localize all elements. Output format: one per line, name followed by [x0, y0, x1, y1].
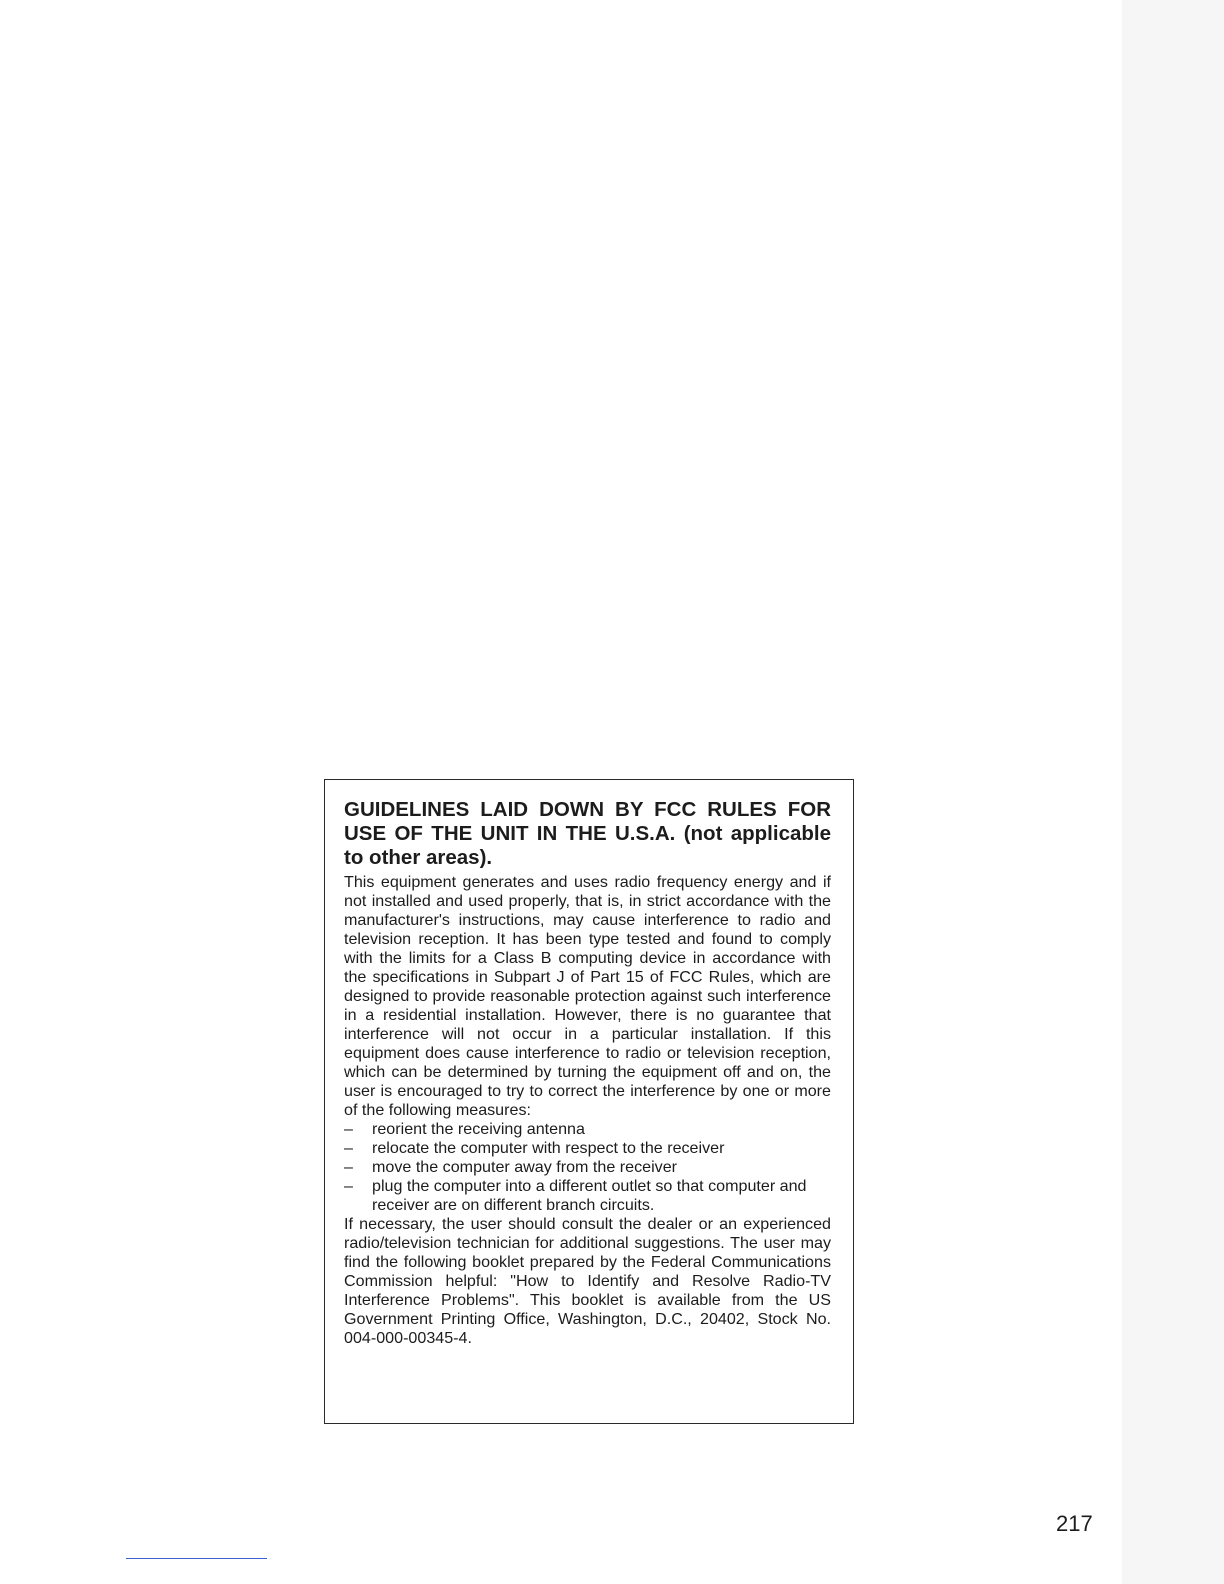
- dash-bullet: –: [344, 1158, 353, 1176]
- measure-text: plug the computer into a different outlet so that computer and receiver are on different branch circuits.: [372, 1177, 807, 1214]
- notice-closing-paragraph: If necessary, the user should consult the dealer or an experienced radio/television technician for additional suggestions. The user may find the following booklet prepared by the Federal Communications Commission helpful: "How to Identify and Resolve Radio-TV Interference Problems". This booklet is available from the US Government Printing Office, Washington, D.C., 20402, Stock No. 004-000-00345-4.: [344, 1215, 831, 1347]
- dash-bullet: –: [344, 1139, 353, 1157]
- measure-item: [344, 1139, 831, 1158]
- measure-text: reorient the receiving antenna: [372, 1120, 585, 1138]
- dash-bullet: –: [344, 1177, 353, 1195]
- footer-rule: [126, 1558, 267, 1559]
- measure-item: [344, 1158, 831, 1177]
- measure-item: [344, 1177, 831, 1215]
- measure-text: move the computer away from the receiver: [372, 1158, 678, 1176]
- fcc-notice-box: [324, 779, 854, 1424]
- page-edge-shade: [1122, 0, 1224, 1584]
- notice-title: GUIDELINES LAID DOWN BY FCC RULES FOR USE OF THE UNIT IN THE U.S.A. (not applicable to other areas).: [344, 798, 831, 869]
- measures-list: [344, 1120, 831, 1215]
- notice-intro-paragraph: This equipment generates and uses radio frequency energy and if not installed and used properly, that is, in strict accordance with the manufacturer's instructions, may cause interference to radio and television reception. It has been type tested and found to comply with the limits for a Class B computing device in accordance with the specifications in Subpart J of Part 15 of FCC Rules, which are designed to provide reasonable protection against such interference in a residential installation. However, there is no guarantee that interference will not occur in a particular installation. If this equipment does cause interference to radio or television reception, which can be determined by turning the equipment off and on, the user is encouraged to try to correct the interference by one or more of the following measures:: [344, 873, 831, 1119]
- measure-item: [344, 1120, 831, 1139]
- measure-text: relocate the computer with respect to the receiver: [372, 1139, 725, 1157]
- page-number: 217: [1056, 1511, 1093, 1536]
- dash-bullet: –: [344, 1120, 353, 1138]
